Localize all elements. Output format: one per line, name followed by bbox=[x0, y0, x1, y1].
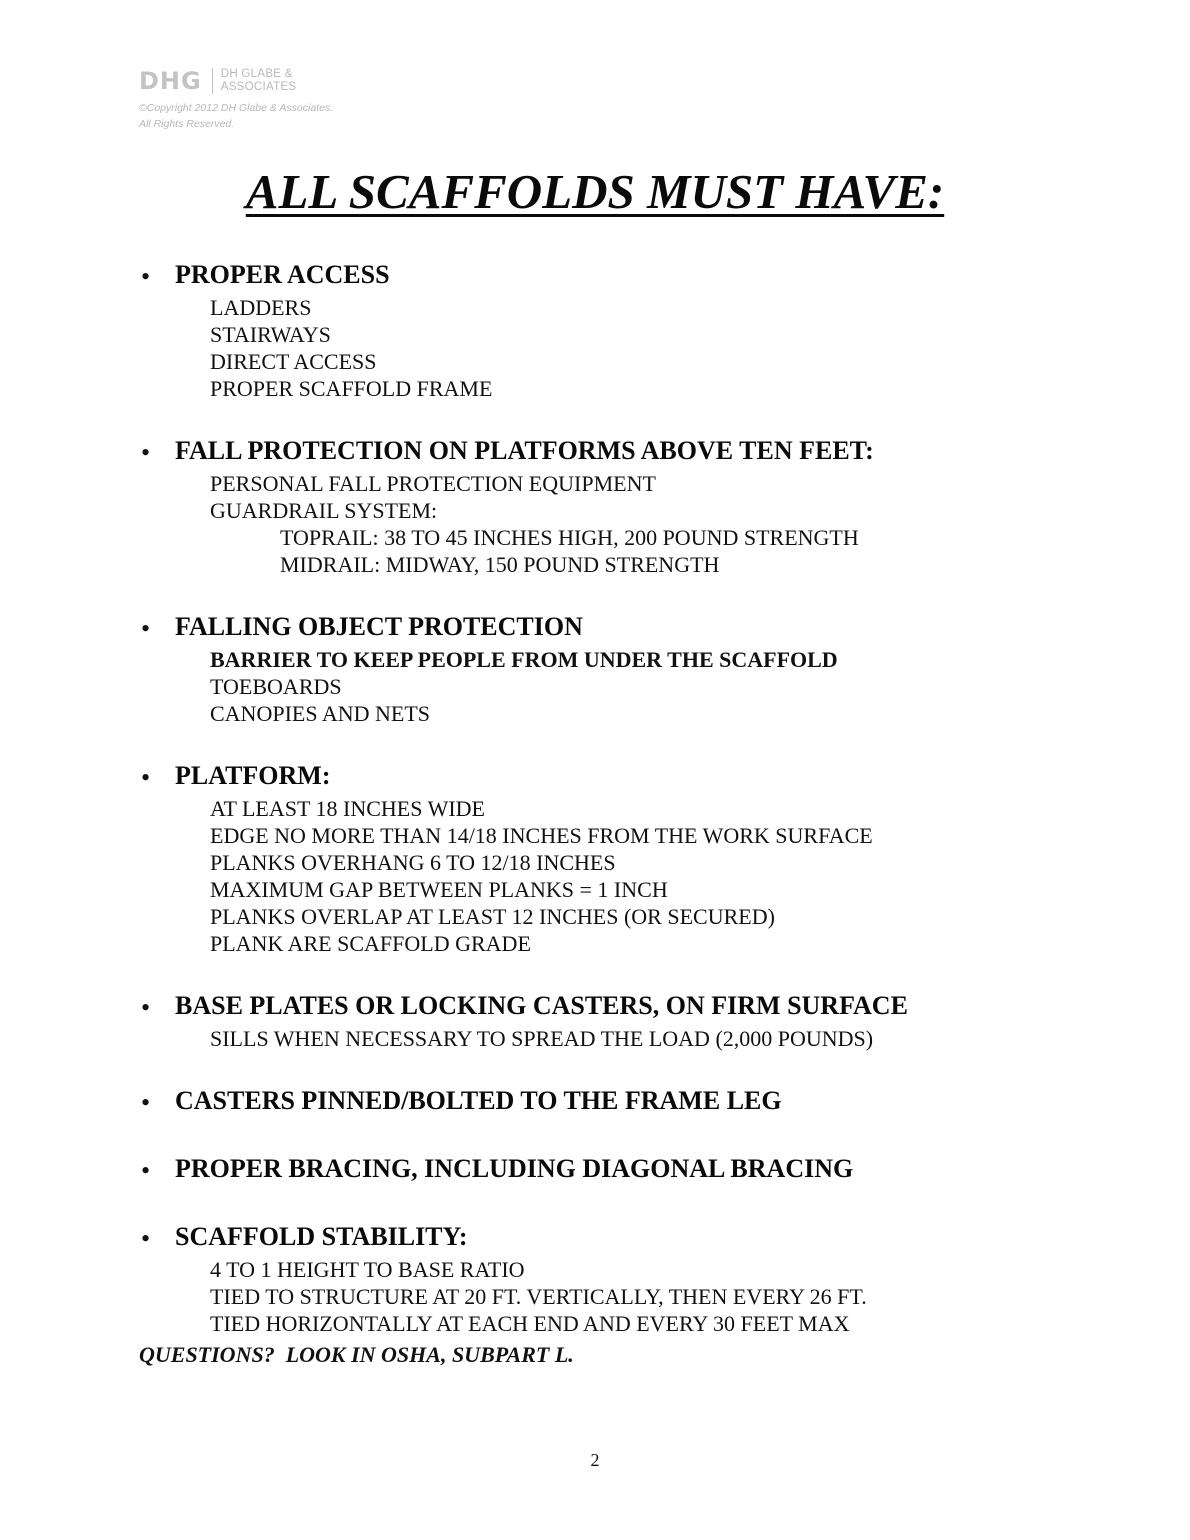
logo-row bbox=[139, 68, 333, 94]
list-item: PLANK ARE SCAFFOLD GRADE bbox=[210, 931, 531, 956]
company-logo-block bbox=[139, 68, 333, 132]
section-heading: SCAFFOLD STABILITY: bbox=[175, 1222, 468, 1251]
list-item: PERSONAL FALL PROTECTION EQUIPMENT bbox=[210, 471, 656, 496]
section-platform bbox=[139, 757, 1069, 957]
bullet-icon: • bbox=[141, 1156, 151, 1185]
section-fall-protection bbox=[139, 432, 1069, 578]
page-title: ALL SCAFFOLDS MUST HAVE: bbox=[245, 164, 945, 219]
list-item: TOEBOARDS bbox=[210, 674, 342, 699]
bullet-icon: • bbox=[141, 262, 151, 291]
list-item: MAXIMUM GAP BETWEEN PLANKS = 1 INCH bbox=[210, 877, 668, 902]
bullet-icon: • bbox=[141, 1224, 151, 1253]
list-item: PROPER SCAFFOLD FRAME bbox=[210, 376, 493, 401]
requirements-list bbox=[139, 256, 1069, 1367]
list-item: CANOPIES AND NETS bbox=[210, 701, 431, 726]
list-item: BARRIER TO KEEP PEOPLE FROM UNDER THE SCAFFOLD bbox=[210, 647, 838, 672]
copyright-notice bbox=[139, 100, 333, 132]
section-proper-access bbox=[139, 256, 1069, 402]
logo-divider bbox=[212, 68, 213, 94]
section-heading: FALL PROTECTION ON PLATFORMS ABOVE TEN FEET: bbox=[175, 436, 874, 465]
section-falling-object-protection bbox=[139, 608, 1069, 727]
section-casters bbox=[139, 1082, 1069, 1120]
bullet-icon: • bbox=[141, 614, 151, 643]
section-stability bbox=[139, 1218, 1069, 1337]
list-item: PLANKS OVERHANG 6 TO 12/18 INCHES bbox=[210, 850, 616, 875]
list-item: 4 TO 1 HEIGHT TO BASE RATIO bbox=[210, 1257, 525, 1282]
company-logo: DHG bbox=[139, 67, 202, 95]
list-item: EDGE NO MORE THAN 14/18 INCHES FROM THE WORK SURFACE bbox=[210, 823, 873, 848]
page-number: 2 bbox=[590, 1450, 600, 1470]
section-base-plates bbox=[139, 987, 1069, 1052]
list-item: AT LEAST 18 INCHES WIDE bbox=[210, 796, 485, 821]
bullet-icon: • bbox=[141, 1088, 151, 1117]
list-item: PLANKS OVERLAP AT LEAST 12 INCHES (OR SECURED) bbox=[210, 904, 775, 929]
section-heading: CASTERS PINNED/BOLTED TO THE FRAME LEG bbox=[175, 1086, 782, 1115]
copyright-line1: ©Copyright 2012 DH Glabe & Associates. bbox=[139, 102, 334, 114]
list-item: LADDERS bbox=[210, 295, 312, 320]
company-name-line2: ASSOCIATES bbox=[220, 81, 297, 93]
list-item: GUARDRAIL SYSTEM: bbox=[210, 498, 438, 523]
company-name bbox=[221, 68, 297, 94]
list-item: TIED HORIZONTALLY AT EACH END AND EVERY 30 FEET MAX bbox=[210, 1311, 850, 1336]
bullet-icon: • bbox=[141, 993, 151, 1022]
copyright-line2: All Rights Reserved. bbox=[139, 118, 235, 130]
sub-list-item: MIDRAIL: MIDWAY, 150 POUND STRENGTH bbox=[280, 552, 720, 577]
list-item: SILLS WHEN NECESSARY TO SPREAD THE LOAD (2,000 POUNDS) bbox=[210, 1026, 874, 1051]
section-heading: PROPER BRACING, INCLUDING DIAGONAL BRACING bbox=[175, 1154, 854, 1183]
company-name-line1: DH GLABE & bbox=[220, 68, 293, 80]
section-heading: PROPER ACCESS bbox=[175, 260, 390, 289]
footer-question: QUESTIONS? LOOK IN OSHA, SUBPART L. bbox=[139, 1342, 574, 1367]
sub-list-item: TOPRAIL: 38 TO 45 INCHES HIGH, 200 POUND STRENGTH bbox=[280, 525, 859, 550]
bullet-icon: • bbox=[141, 763, 151, 792]
section-heading: BASE PLATES OR LOCKING CASTERS, ON FIRM SURFACE bbox=[175, 991, 908, 1020]
list-item: DIRECT ACCESS bbox=[210, 349, 377, 374]
section-heading: PLATFORM: bbox=[175, 761, 331, 790]
list-item: STAIRWAYS bbox=[210, 322, 331, 347]
section-bracing bbox=[139, 1150, 1069, 1188]
list-item: TIED TO STRUCTURE AT 20 FT. VERTICALLY, THEN EVERY 26 FT. bbox=[210, 1284, 867, 1309]
bullet-icon: • bbox=[141, 438, 151, 467]
section-heading: FALLING OBJECT PROTECTION bbox=[175, 612, 583, 641]
